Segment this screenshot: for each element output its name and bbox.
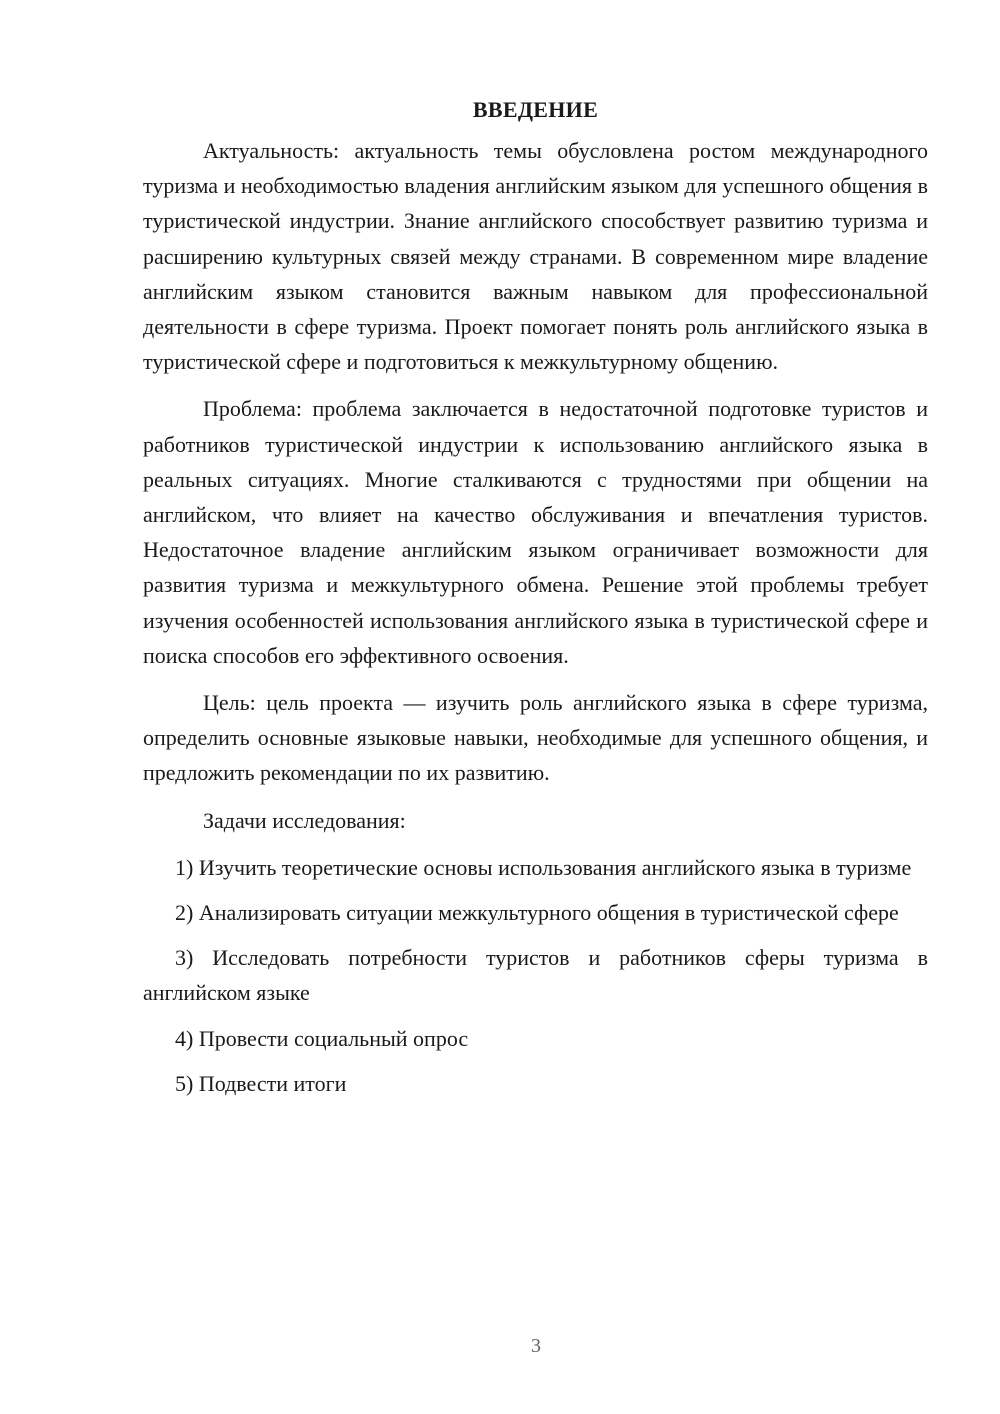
task-item: 4) Провести социальный опрос xyxy=(175,1025,469,1051)
page-title: ВВЕДЕНИЕ xyxy=(472,97,599,122)
task-item: 3) Исследовать потребности туристов и работников сферы туризма в английском языке xyxy=(143,945,928,1006)
paragraph-tasks-heading: Задачи исследования: xyxy=(203,807,406,833)
task-item: 5) Подвести итоги xyxy=(175,1070,347,1096)
paragraph-problem: Проблема: проблема заключается в недостаточной подготовке туристов и работников туристической индустрии к использованию английского языка в реальных ситуациях. Многие сталкиваются с трудностями при общении на английском, что влияет на качество обслуживания и впечатления туристов. Недостаточное владение английским языком ограничивает возможности для развития туризма и межкультурного обмена. Решение этой проблемы требует изучения особенностей использования английского языка в туристической сфере и поиска способов его эффективного освоения. xyxy=(143,396,928,668)
task-item: 2) Анализировать ситуации межкультурного общения в туристической сфере xyxy=(175,900,899,926)
paragraph-relevance: Актуальность: актуальность темы обусловлена ростом международного туризма и необходимостью владения английским языком для успешного общения в туристической индустрии. Знание английского способствует развитию туризма и расширению культурных связей между странами. В современном мире владение английским языком становится важным навыком для профессиональной деятельности в сфере туризма. Проект помогает понять роль английского языка в туристической сфере и подготовиться к межкультурному общению. xyxy=(143,138,928,375)
task-item: 1) Изучить теоретические основы использования английского языка в туризме xyxy=(175,854,912,880)
page-number: 3 xyxy=(531,1335,541,1357)
document-page xyxy=(143,92,928,1111)
paragraph-goal: Цель: цель проекта — изучить роль английского языка в сфере туризма, определить основные языковые навыки, необходимые для успешного общения, и предложить рекомендации по их развитию. xyxy=(143,690,928,786)
